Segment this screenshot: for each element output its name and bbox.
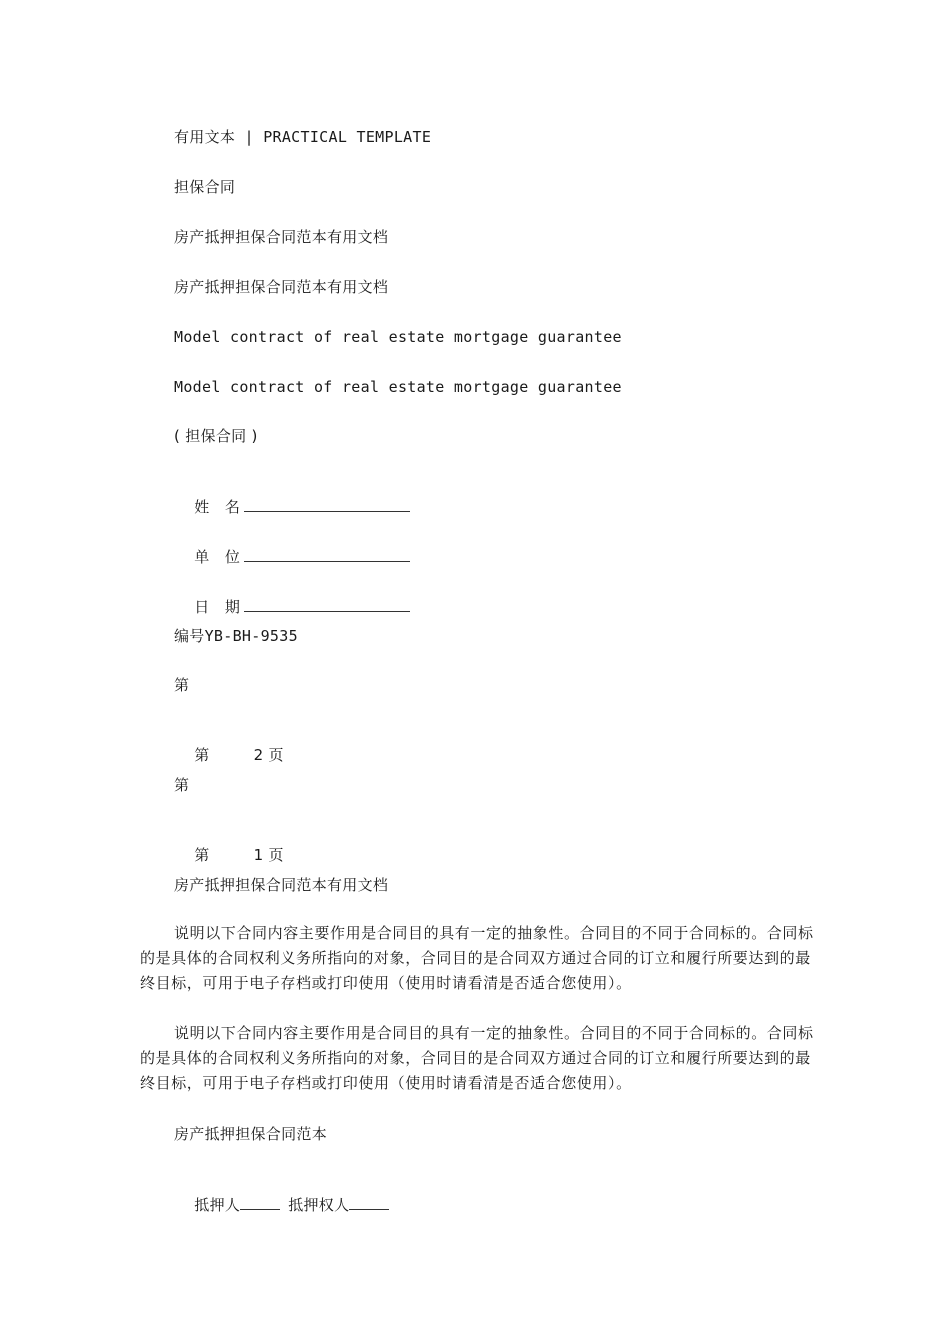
name-field-label: 姓 名 <box>194 498 241 516</box>
cover-title-cn-repeat: 房产抵押担保合同范本有用文档 <box>174 278 389 296</box>
document-number: 编号YB-BH-9535 <box>174 627 298 645</box>
date-field-blank <box>244 596 410 612</box>
page-number-2 <box>174 725 284 785</box>
category-label: 担保合同 <box>174 178 236 196</box>
page-number-1-value: 1 页 <box>253 846 284 864</box>
mortgagee-label: 抵押权人 <box>288 1196 350 1214</box>
contract-title: 房产抵押担保合同范本 <box>174 1125 328 1143</box>
document-title: 房产抵押担保合同范本有用文档 <box>174 876 389 894</box>
page-marker-di: 第 <box>174 676 190 694</box>
date-field-label: 日 期 <box>194 598 241 616</box>
mortgagee-blank <box>349 1194 389 1210</box>
cover-title-cn: 房产抵押担保合同范本有用文档 <box>174 228 389 246</box>
mortgagor-blank <box>240 1194 280 1210</box>
parties-line <box>174 1174 397 1235</box>
cover-title-en-repeat: Model contract of real estate mortgage guarantee <box>174 378 622 396</box>
page-number-2-value: 2 页 <box>253 746 284 764</box>
category-paren: ( 担保合同 ) <box>174 427 258 445</box>
mortgagor-label: 抵押人 <box>194 1196 241 1214</box>
note-paragraph: 说明以下合同内容主要作用是合同目的具有一定的抽象性。合同目的不同于合同标的。合同标的是具体的合同权利义务所指向的对象，合同目的是合同双方通过合同的订立和履行所要达到的最终目标，可用于电子存档或打印使用（使用时请看清是否适合您使用）。 <box>140 924 814 992</box>
unit-field-label: 单 位 <box>194 548 241 566</box>
note-paragraph-repeat: 说明以下合同内容主要作用是合同目的具有一定的抽象性。合同目的不同于合同标的。合同标的是具体的合同权利义务所指向的对象，合同目的是合同双方通过合同的订立和履行所要达到的最终目标，可用于电子存档或打印使用（使用时请看清是否适合您使用）。 <box>140 1024 814 1092</box>
cover-title-en: Model contract of real estate mortgage guarantee <box>174 328 622 346</box>
header-line: 有用文本 | PRACTICAL TEMPLATE <box>174 128 432 146</box>
page-number-1-prefix: 第 <box>194 846 210 864</box>
unit-field-blank <box>244 546 410 562</box>
page-number-2-prefix: 第 <box>194 746 210 764</box>
page-marker-di-2: 第 <box>174 776 190 794</box>
name-field-blank <box>244 496 410 512</box>
